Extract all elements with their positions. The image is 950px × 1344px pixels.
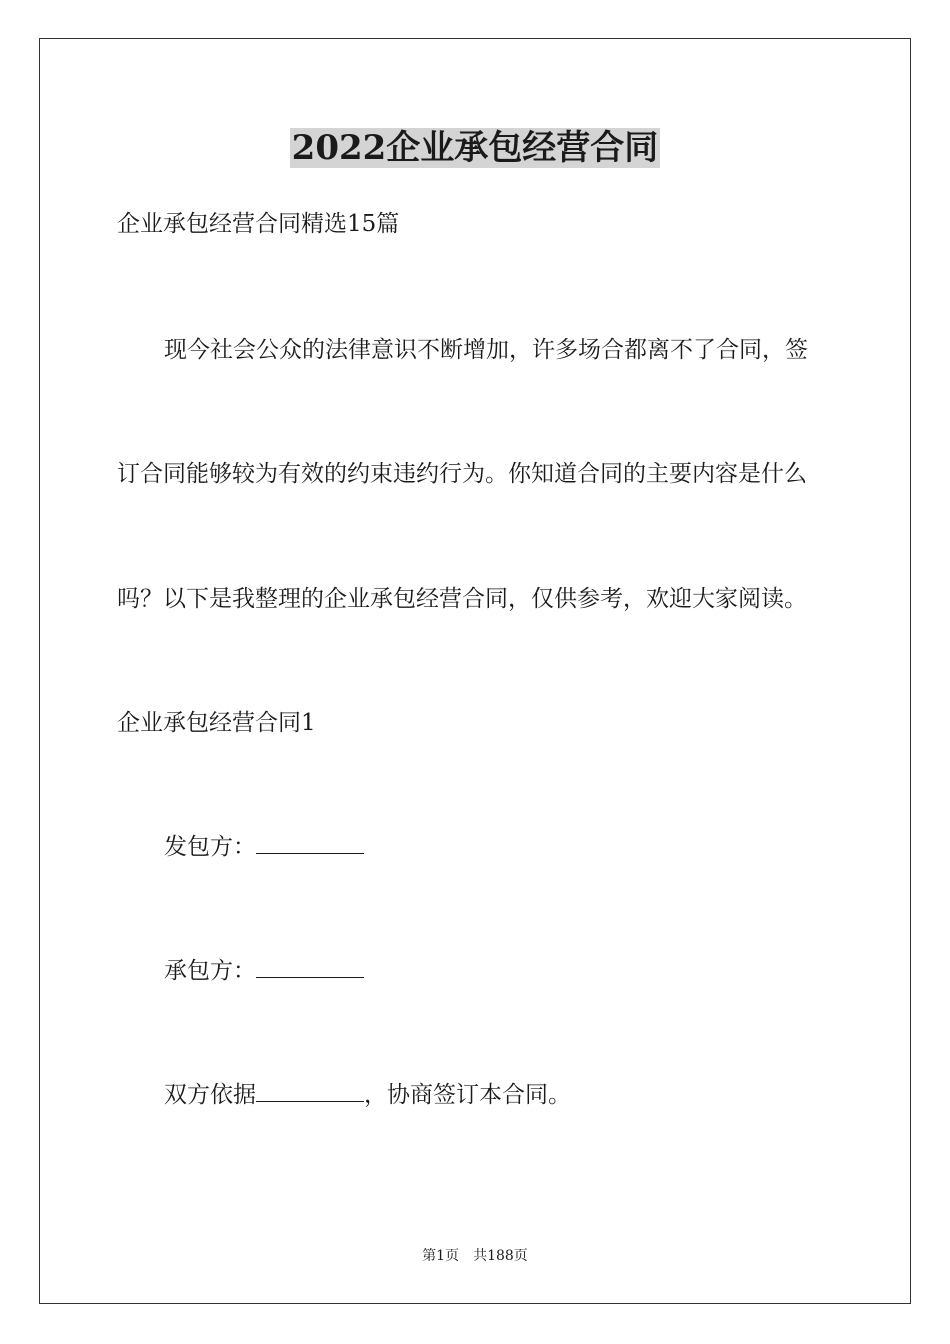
basis-blank[interactable] bbox=[256, 1081, 364, 1102]
document-title bbox=[0, 126, 950, 170]
party-a-line bbox=[164, 831, 884, 863]
party-b-line bbox=[164, 955, 884, 987]
basis-suffix: ，协商签订本合同。 bbox=[364, 1082, 571, 1108]
party-a-blank[interactable] bbox=[256, 833, 364, 854]
document-subtitle: 企业承包经营合同精选15篇 bbox=[117, 211, 400, 237]
party-b-label: 承包方： bbox=[164, 958, 256, 984]
party-a-label: 发包方： bbox=[164, 834, 256, 860]
section-heading: 企业承包经营合同1 bbox=[117, 710, 316, 736]
basis-line bbox=[164, 1079, 884, 1111]
basis-prefix: 双方依据 bbox=[164, 1082, 256, 1108]
intro-line-3: 吗？以下是我整理的企业承包经营合同，仅供参考，欢迎大家阅读。 bbox=[117, 586, 807, 612]
page-footer: 第1页 共188页 bbox=[422, 1248, 528, 1264]
intro-line-1: 现今社会公众的法律意识不断增加，许多场合都离不了合同，签 bbox=[164, 337, 808, 363]
party-b-blank[interactable] bbox=[256, 957, 364, 978]
intro-line-2: 订合同能够较为有效的约束违约行为。你知道合同的主要内容是什么 bbox=[117, 461, 807, 487]
document-title-text: 2022企业承包经营合同 bbox=[291, 128, 659, 168]
